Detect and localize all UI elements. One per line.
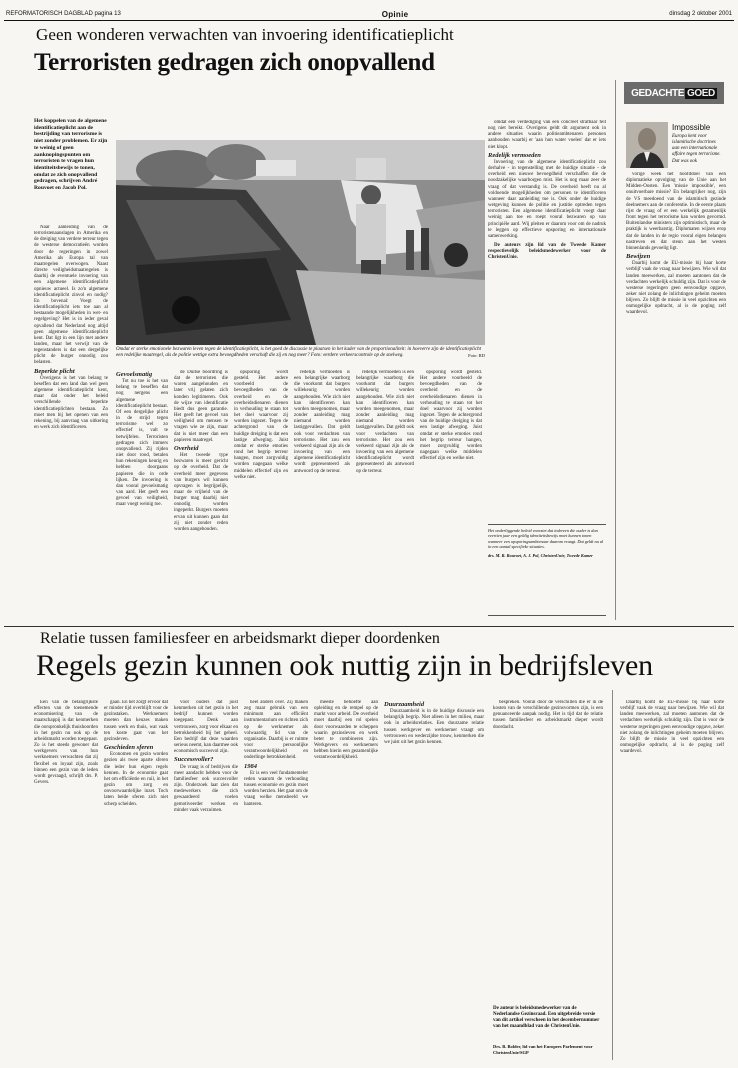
article2-subhead-geschieden: Geschieden sferen: [104, 744, 154, 752]
article2-col3b-text: De vraag is of bedrijven die meer aandacht hebben voor de familiesfeer ook succesvoller zijn. Onderzoek laat zien dat medewerkers die zich gewaardeerd voelen gemotiveerder werken en minder vaak verzuimen.: [174, 764, 238, 813]
article1-column-3: [174, 370, 228, 622]
article2-headline: Regels gezin kunnen ook nuttig zijn in bedrijfsleven: [36, 649, 653, 682]
article2-column-3: [174, 700, 238, 1060]
article2-col4b-text: Er is een veel fundamenteler reden waarom de verhouding tussen economie en gezin moet worden herzien. Het gaat om de vraag welke mensbeeld we hanteren.: [244, 770, 308, 807]
article1-col5-text-continued: redelijk vermoeden is een belangrijke waarborg die voorkomt dat burgers willekeurig worden aangehouden. Wie zich niet kan identificeren kan worden meegenomen, maar zonder aanleiding mag niemand worden lastiggevallen. Dat geldt ook voor verdachten van terrorisme. Het zou een verkeerd signaal zijn als de invoering van een algemene identificatieplicht wordt gepresenteerd als antwoord op de terreur.: [356, 370, 414, 474]
article2-kicker: Relatie tussen familiesfeer en arbeidsmarkt dieper doordenken: [40, 630, 440, 647]
article1-caption: [116, 347, 485, 359]
sidebar-intro: Europa kent voor islamitische doctrines aan een internationale affaire tegen terrorisme. Dat was ook: [672, 134, 721, 164]
article1-column-4: [234, 370, 288, 622]
article2-subhead-1984: 1984: [244, 762, 257, 770]
article1-col4-text-continued: opsporing wordt gesteld. Het andere voorbeeld de bevoegdheden van de overheid en de overheidsdienaren dienen in verhouding te staan tot het doel waarvoor zij worden ingezet. Tegen de achtergrond van de huidige dreiging is dat een lastige afweging. Juist omdat er sterke emoties rond het begrip terreur hangen, moet zorgvuldig worden nagegaan welke middelen effectief zijn en welke niet.: [420, 370, 482, 462]
article1-col6b-text: Invoering van de algemene identificatieplicht zou derhalve - in tegenstelling met de huidige situatie - de overheid een nieuwe bevoegdheid verschaffen die de noodzakelijke waarborgen mist. Het is nog maar zeer de vraag of dat verstandig is. De overheid heeft nu al voldoende mogelijkheden om personen te identificeren wanneer daar aanleiding toe is. Ook onder de huidige wetgeving kunnen de politie en justitie optreden tegen terroristen. Een algemene identificatieplicht voegt daar weinig aan toe en roept vooral bezwaren op van principiële aard. Wij pleiten er daarom voor om de nadruk te leggen op effectieve opsporing en internationale samenwerking.: [488, 159, 606, 239]
sidebar-title: Impossible: [672, 123, 711, 132]
article2-column-4: [244, 700, 308, 1060]
article1-photo-credit: Foto: RD: [468, 353, 485, 358]
article2-column-5b: [384, 700, 484, 1060]
masthead-paper-name: REFORMATORISCH DAGBLAD pagina 13: [6, 11, 121, 17]
masthead-date: dinsdag 2 oktober 2001: [669, 11, 732, 17]
article2-col6-text: bespreken. Vooral door de verschillen die er in de kosten van de verschillende gezinsvormen zijn, is een genuanceerde aanpak nodig. Het is tijd dat de relatie tussen familiesfeer en arbeidsmarkt dieper wordt doordacht.: [493, 700, 603, 730]
sidebar-body-continued: Daarbij komt de EU-missie bij haar korte verblijf vaak de vraag naar bewijzen. Wie wil dat landen meewerken, zal moeten aantonen dat de verdachten werkelijk schuldig zijn. Dat is voor de westerse regeringen geen eenvoudige opgave, zeker niet zolang de inlichtingen geheim moeten blijven. Zo blijft de missie in veel opzichten een onmogelijke opdracht, al is de poging zelf waardevol.: [620, 700, 724, 755]
article1-subhead-overheid: Overheid: [174, 444, 199, 452]
article2-column-2: [104, 700, 168, 1060]
middle-rule: [4, 626, 734, 627]
article2-col2b-text: Economen en gezin worden gezien als twee aparte sferen die ieder hun eigen regels kennen. In de economie gaat het om efficiëntie en ruil, in het gezin om zorg en onvoorwaardelijke inzet. Toch laten beide sferen zich niet scherp scheiden.: [104, 752, 168, 807]
article2-column-6: [493, 700, 603, 1000]
masthead-section: Opinie: [381, 9, 409, 19]
article1-subhead-gevoelsmatig: Gevoelsmatig: [116, 371, 153, 378]
article1-column-5b: [356, 370, 414, 622]
article2-author-line: Drs. B. Bolder, lid van het Europees Parlement voor ChristenUnie/SGP: [493, 1044, 593, 1055]
article1-photo: [116, 140, 485, 345]
sidebar-column-lower: [620, 700, 724, 1060]
article2-col4-text: heel anders over. Zij maken zeg maar gebruik van een minimum aan efficiënt instrumentarium en richten zich op de werknemer als volwaardig lid van de organisatie. Daarbij is er ruimte voor persoonlijke verantwoordelijkheid en onderlinge betrokkenheid.: [244, 700, 308, 761]
article1-headline: Terroristen gedragen zich onopvallend: [34, 49, 435, 76]
article1-infobox-text: Het onderliggende beleid voorziet dat iedereen die ouder is dan veertien jaar een geldig identiteitsbewijs moet kunnen tonen wanneer een opsporingsambtenaar daarom vraagt. Dat geldt nu al in een aantal specifieke situaties.: [488, 528, 604, 549]
article2-author-tag: De auteur is beleidsmedewerker van de Nederlandse Gezinsraad. Een uitgebreide versie van dit artikel verscheen in het decembernummer van het maandblad van de ChristenUnie.: [493, 1006, 600, 1029]
article1-col4-text: opsporing wordt gesteld. Het andere voorbeeld de bevoegdheden van de overheid en de overheidsdienaren dienen in verhouding te staan tot het doel waarvoor zij worden ingezet. Tegen de achtergrond van de huidige dreiging is dat een lastige afweging. Juist omdat er sterke emoties rond het begrip terreur hangen, moet zorgvuldig worden nagegaan welke middelen effectief zijn en welke niet.: [234, 370, 288, 480]
article2-col2-text: gaan. En het zorgt ervoor dat er minder tijd overblijft voor de gezinstaken. Werknemers moeten dan keuzes maken tussen werk en thuis, wat vaak ten koste gaat van het gezinsleven.: [104, 700, 168, 742]
article2-column-5: [314, 700, 378, 1060]
article2-subhead-duurzaamheid: Duurzaamheid: [384, 701, 425, 708]
article1-column-6: [488, 120, 606, 520]
sidebar-header-accent: GOED: [687, 87, 715, 99]
article2-col5b-text: Duurzaamheid is in de huidige discussie een belangrijk begrip. Niet alleen in het milieu, maar ook in arbeidsrelaties. Een duurzame relatie tussen werkgever en werknemer vraagt om vertrouwen en wederzijdse trouw, kenmerken die we juist uit het gezin kennen.: [384, 709, 484, 745]
sidebar-divider-lower: [612, 690, 613, 1060]
article1-col3-text: de Duitse boordring is dat de terroristen die waren aangehouden en later vrij gelaten zich konden legitimeren. Ook de wijze van identificatie biedt dus geen garantie. Het geeft het gevoel van veiligheid om mensen te vragen wie ze zijn, maar dat is niet meer dan een papieren maatregel.: [174, 370, 228, 443]
article1-authors-note: De auteurs zijn lid van de Tweede Kamer respectievelijk beleidsmedewerker voor de ChristenUnie.: [488, 242, 606, 261]
article1-infobox: [488, 524, 606, 616]
article1-col3b-text: Het tweede type bezwaren is meer gericht op de overheid. Dat de overheid meer gegevens van burgers wil kunnen opvragen is begrijpelijk, maar de vrijheid van de burger mag daarbij niet onnodig worden ingeperkt. Burgers moeten ervan uit kunnen gaan dat zij niet zonder reden worden aangehouden.: [174, 453, 228, 532]
article1-column-1: [34, 225, 108, 620]
article2-column-1: [34, 700, 98, 1060]
sidebar-header-prefix: GEDACHTE: [631, 87, 685, 99]
article1-subhead-beperkte: Beperkte plicht: [34, 367, 75, 375]
masthead: [0, 8, 738, 20]
sidebar-header-gedachtegoed: [624, 82, 724, 104]
article2-subhead-successvoller: Successvoller?: [174, 756, 214, 764]
article1-col6-text: omdat een verdediging van een concreet strafbaar feit nog niet bereikt. Overigens geldt dit argument ook in andere situaties waarin politieambtenaren personen aanhouden waarbij er 'aan hun water voelen' dat er iets niet klopt.: [488, 120, 606, 150]
article1-subhead-redelijk: Redelijk vermoeden: [488, 151, 541, 159]
sidebar-divider: [615, 80, 616, 620]
sidebar-subhead-bewijzen: Bewijzen: [626, 253, 651, 261]
top-rule: [4, 20, 734, 21]
article1-column-5c: [420, 370, 482, 622]
sidebar-column: [626, 172, 726, 620]
sidebar-author-photo: [626, 122, 668, 168]
article2-col1-text: Een van de belangrijkste effecten van de toenemende economisering van de maatschappij is dat kenmerken die oorspronkelijk thuishoorden in het gezin nu ook op de arbeidsmarkt worden toegepast. Zo is het steeds gewoner dat werkgevers van hun werknemers verwachten dat zij flexibel en loyaal zijn, zoals binnen een gezin van de leden wordt gevraagd, schrijft drs. P. Gevers.: [34, 700, 98, 786]
article1-intro: Het koppelen van de algemene identificatieplicht aan de bestrijding van terrorisme is niet zonder problemen. Er zijn te weinig of geen aanknopingspunten om terroristen te vragen hun identiteitsbewijs te tonen, omdat ze zich onopvallend gedragen, schrijven André Rouvoet en Jacob Pol.: [34, 118, 108, 192]
article1-infobox-author: drs. M. R. Rouvoet, A. J. Pol, ChristenUnie, Tweede Kamer: [488, 553, 593, 559]
article1-kicker: Geen wonderen verwachten van invoering identificatieplicht: [36, 25, 454, 44]
sidebar-body2: Daarbij komt de EU-missie bij haar korte verblijf vaak de vraag naar bewijzen. Wie wil dat landen meewerken, zal moeten aantonen dat de verdachten werkelijk schuldig zijn. Dat is voor de westerse regeringen geen eenvoudige opgave, zeker niet zolang de inlichtingen geheim moeten blijven. Zo blijft de missie in veel opzichten een onmogelijke opdracht, al is de poging zelf waardevol.: [626, 261, 726, 316]
article1-col1b-text: Overigens is het van belang te beseffen dat een land dan wel geen algemene identificatieplicht kent, maar dat onder het beleid verschillende beperkte identificatieplichten bestaan. Zo moet men bij het openen van een rekening, bij aanvraag van uitkering en werk zich identificeren.: [34, 375, 108, 430]
article1-column-5: [294, 370, 350, 622]
article1-caption-text: Omdat er sterke emotionele bezwaren leven tegen de identificatieplicht, is het goed de discussie te plaatsen in het kader van de proportionaliteit: in hoeverre zijn de identificatieplicht een redelijke maatregel, als de politie wettige extra bevoegdheden verschaft die zij en nog meer? Foto: eerdere verkeerscontrole op de snelweg.: [116, 347, 482, 358]
article1-col5-text: redelijk vermoeden is een belangrijke waarborg die voorkomt dat burgers willekeurig worden aangehouden. Wie zich niet kan identificeren kan worden meegenomen, maar zonder aanleiding mag niemand worden lastiggevallen. Dat geldt ook voor verdachten van terrorisme. Het zou een verkeerd signaal zijn als de invoering van een algemene identificatieplicht wordt gepresenteerd als antwoord op de terreur.: [294, 370, 350, 474]
article1-col2-text: Tot nu toe is het van belang te beseffen dat nog nergens een algemene identificatieplicht bestaat. Of een dergelijke plicht in de strijd tegen terrorisme wel zo effectief is, valt te betwijfelen. Terroristen gedragen zich immers onopvallend. Zij rijden niet door rood, betalen hun rekeningen keurig en hebben doorgaans papieren die in orde lijken. De invoering is dan vooral gevoelsmatig van aard. Het geeft een gevoel van veiligheid, maar voegt weinig toe.: [116, 379, 168, 508]
article1-col1-text: Naar aanleiding van de terroristenaanslagen in Amerika en de dreiging van verdere terreur tegen de westerse democratieën worden door de regeringen in zowel Amerika als Europa tal van maatregelen overwogen. Naast directe veiligheidsmaatregelen is daarbij de eventuele invoering van een algemene identificatieplicht opnieuw actueel. Is zo'n algemene identificatieplicht zinvol en nodig? En bovenal: Voegt de identificatieplicht iets toe aan al bestaande mogelijkheden in wet- en regelgeving? Het is in ieder geval opvallend dat Nederland nog altijd geen algemene identificatieplicht kent. Dat ligt in een lijn met andere landen, maar het verwijt van de tegenstanders is dat een dergelijke plicht de burger onnodig zou belasten.: [34, 225, 108, 366]
article2-col5-text: meeste behoefte aan opleiding en de rempel op de markt voor arbeid. De overheid moet daarbij een rol spelen door voorwaarden te scheppen waarin gezinsleven en werk beter te combineren zijn. Werkgevers en werknemers hebben hierin een gezamenlijke verantwoordelijkheid.: [314, 700, 378, 761]
sidebar-body: vorige week het hoofddoel van een diplomatieke opvolging van de Unie aan het Midden-Oosten. Een 'missie impossible', een onuitvoerbare missie? En belangrijker nog, zijn de VS meedoend van de islamitisch gezinde deelnemers aan de conferentie. In de eerste plaats rijst de vraag of er een werkelijk gezamenlijk front tegen het terrorisme kan worden gevormd. Buitenlandse ministers zijn optimistisch, maar de praktijk is weerbarstig. Diplomaten wijzen erop dat de landen in de regio vooral eigen belangen nastreven en dat steun aan het westen binnenlands gevoelig ligt.: [626, 172, 726, 251]
article1-column-2: [116, 370, 168, 622]
article2-col3-text: voor ouders dat juist kenmerken uit het gezin in het bedrijf kunnen worden toegepast. Denk aan vertrouwen, zorg voor elkaar en betrokkenheid bij het geheel. Een bedrijf dat deze waarden serieus neemt, kan daarmee ook economisch succesvol zijn.: [174, 700, 238, 755]
